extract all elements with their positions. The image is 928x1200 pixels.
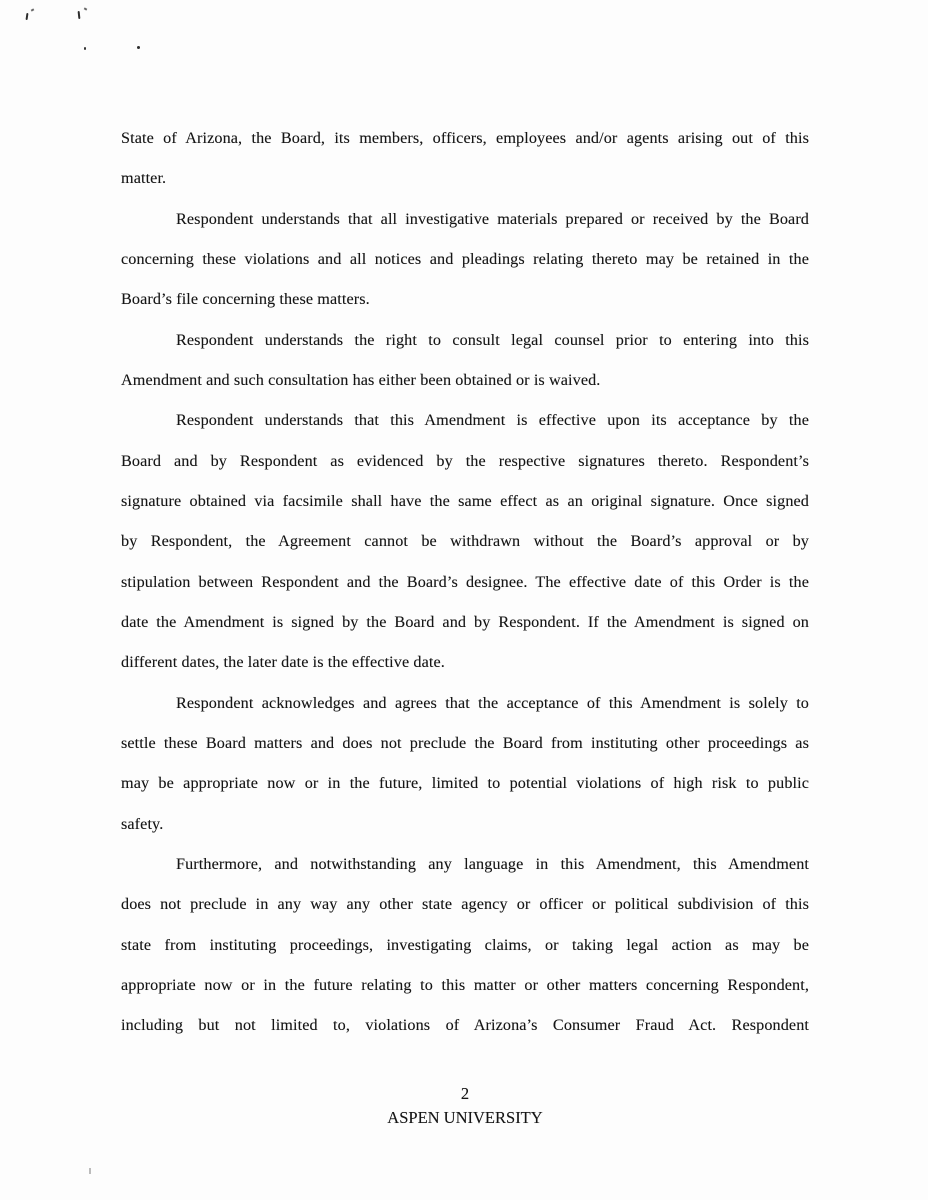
text-line: concerning these violations and all notices and pleadings relating thereto may be retained in the: [121, 249, 809, 268]
scan-artifact: [84, 7, 88, 10]
text-line: including but not limited to, violations of Arizona’s Consumer Fraud Act. Respondent: [121, 1016, 809, 1035]
text-line: Board and by Respondent as evidenced by the respective signatures thereto. Respondent’s: [121, 451, 809, 470]
page-footer: [121, 1082, 809, 1129]
text-line: Furthermore, and notwithstanding any language in this Amendment, this Amendment: [176, 854, 809, 873]
text-line: safety.: [121, 814, 164, 833]
paragraph: [121, 320, 809, 401]
paragraph: [121, 683, 809, 844]
text-line: does not preclude in any way any other state agency or officer or political subdivision of this: [121, 895, 809, 914]
scan-artifact: [84, 47, 86, 50]
text-line: date the Amendment is signed by the Board and by Respondent. If the Amendment is signed on: [121, 612, 809, 631]
paragraph: [121, 199, 809, 320]
text-line: different dates, the later date is the effective date.: [121, 653, 445, 672]
page-number: 2: [460, 1084, 470, 1103]
paragraph: [121, 844, 809, 1046]
document-body: [121, 118, 809, 1046]
paragraph: [121, 118, 809, 199]
text-line: stipulation between Respondent and the Board’s designee. The effective date of this Order is the: [121, 572, 809, 591]
text-line: Amendment and such consultation has either been obtained or is waived.: [121, 370, 601, 389]
text-line: Respondent understands the right to consult legal counsel prior to entering into this: [176, 330, 809, 349]
scan-artifact: [31, 8, 35, 11]
scan-artifact: [89, 1168, 91, 1174]
scan-artifact: [26, 13, 29, 20]
text-line: Board’s file concerning these matters.: [121, 290, 370, 309]
text-line: State of Arizona, the Board, its members, officers, employees and/or agents arising out of this: [121, 129, 809, 147]
text-line: Respondent understands that this Amendment is effective upon its acceptance by the: [176, 411, 809, 430]
text-line: may be appropriate now or in the future, limited to potential violations of high risk to public: [121, 774, 809, 793]
text-line: Respondent acknowledges and agrees that the acceptance of this Amendment is solely to: [176, 693, 809, 712]
text-line: matter.: [121, 169, 167, 188]
text-line: settle these Board matters and does not preclude the Board from instituting other proceedings as: [121, 733, 809, 752]
scan-artifact: [78, 11, 81, 19]
text-line: Respondent understands that all investigative materials prepared or received by the Board: [176, 209, 809, 228]
text-line: appropriate now or in the future relating to this matter or other matters concerning Respondent,: [121, 975, 809, 994]
text-line: by Respondent, the Agreement cannot be withdrawn without the Board’s approval or by: [121, 532, 809, 551]
footer-text: ASPEN UNIVERSITY: [387, 1107, 543, 1127]
scan-artifact: [137, 46, 140, 49]
text-line: state from instituting proceedings, investigating claims, or taking legal action as may be: [121, 935, 809, 954]
text-line: signature obtained via facsimile shall have the same effect as an original signature. Once signed: [121, 491, 809, 510]
paragraph: [121, 400, 809, 682]
